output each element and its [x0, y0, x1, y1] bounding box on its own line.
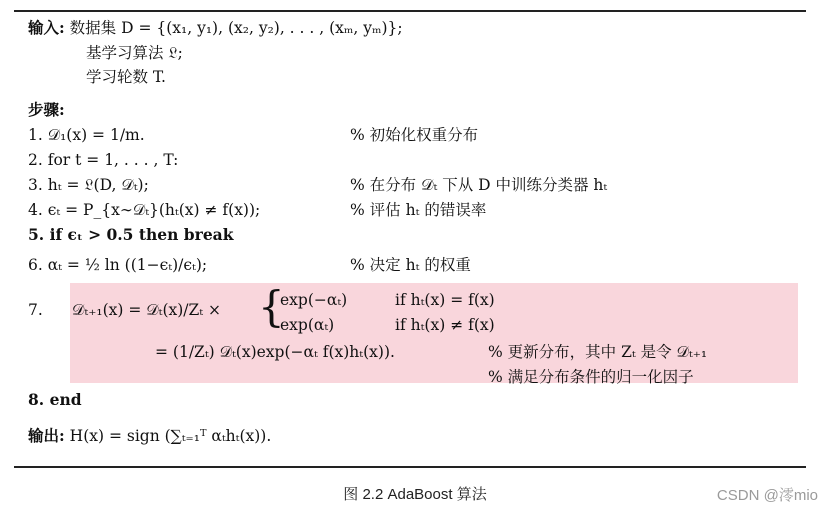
left-brace: {: [258, 282, 285, 331]
bottom-rule: [14, 466, 806, 468]
comment-7a: % 更新分布，其中 Zₜ 是令 𝒟ₜ₊₁: [488, 343, 708, 361]
comment-3: % 在分布 𝒟ₜ 下从 D 中训练分类器 hₜ: [350, 176, 608, 194]
output-line: [28, 426, 271, 446]
input-dataset: 数据集 D = {(x₁, y₁), (x₂, y₂), . . . , (xₘ, yₘ)};: [69, 19, 403, 37]
step-4: 4. ϵₜ = P_{x∼𝒟ₜ}(hₜ(x) ≠ f(x));: [28, 201, 261, 219]
step-8: 8. end: [28, 390, 82, 409]
input-rounds: 学习轮数 T.: [86, 68, 166, 86]
input-label: 输入:: [28, 18, 65, 37]
step-7-update-rhs: = (1/Zₜ) 𝒟ₜ(x)exp(−αₜ f(x)hₜ(x)).: [155, 343, 395, 361]
output-formula: H(x) = sign (∑ₜ₌₁ᵀ αₜhₜ(x)).: [69, 427, 272, 445]
step-7-case-2: exp(αₜ): [280, 316, 335, 334]
step-5: 5. if ϵₜ > 0.5 then break: [28, 225, 234, 244]
steps-label: 步骤:: [28, 100, 65, 119]
step-7-condition-1: if hₜ(x) = f(x): [395, 291, 495, 309]
comment-6: % 决定 hₜ 的权重: [350, 256, 471, 274]
watermark: CSDN @澪mio: [716, 487, 818, 504]
step-7-case-1: exp(−αₜ): [280, 291, 348, 309]
top-rule: [14, 10, 806, 12]
step-3: 3. hₜ = 𝔏(D, 𝒟ₜ);: [28, 176, 149, 194]
comment-7b: % 满足分布条件的归一化因子: [488, 368, 694, 386]
input-line: [28, 18, 403, 38]
comment-1: % 初始化权重分布: [350, 126, 479, 144]
output-label: 输出:: [28, 426, 65, 445]
figure-caption: 图 2.2 AdaBoost 算法: [343, 486, 487, 503]
comment-4: % 评估 hₜ 的错误率: [350, 201, 487, 219]
step-7-number: 7.: [28, 301, 43, 319]
step-2: 2. for t = 1, . . . , T:: [28, 151, 179, 169]
step-6: 6. αₜ = ½ ln ((1−ϵₜ)/ϵₜ);: [28, 256, 208, 274]
step-7-update-lhs: 𝒟ₜ₊₁(x) = 𝒟ₜ(x)/Zₜ ×: [72, 301, 222, 319]
step-7-condition-2: if hₜ(x) ≠ f(x): [395, 316, 495, 334]
input-base-learner: 基学习算法 𝔏;: [86, 44, 183, 62]
step-1: 1. 𝒟₁(x) = 1/m.: [28, 126, 145, 144]
